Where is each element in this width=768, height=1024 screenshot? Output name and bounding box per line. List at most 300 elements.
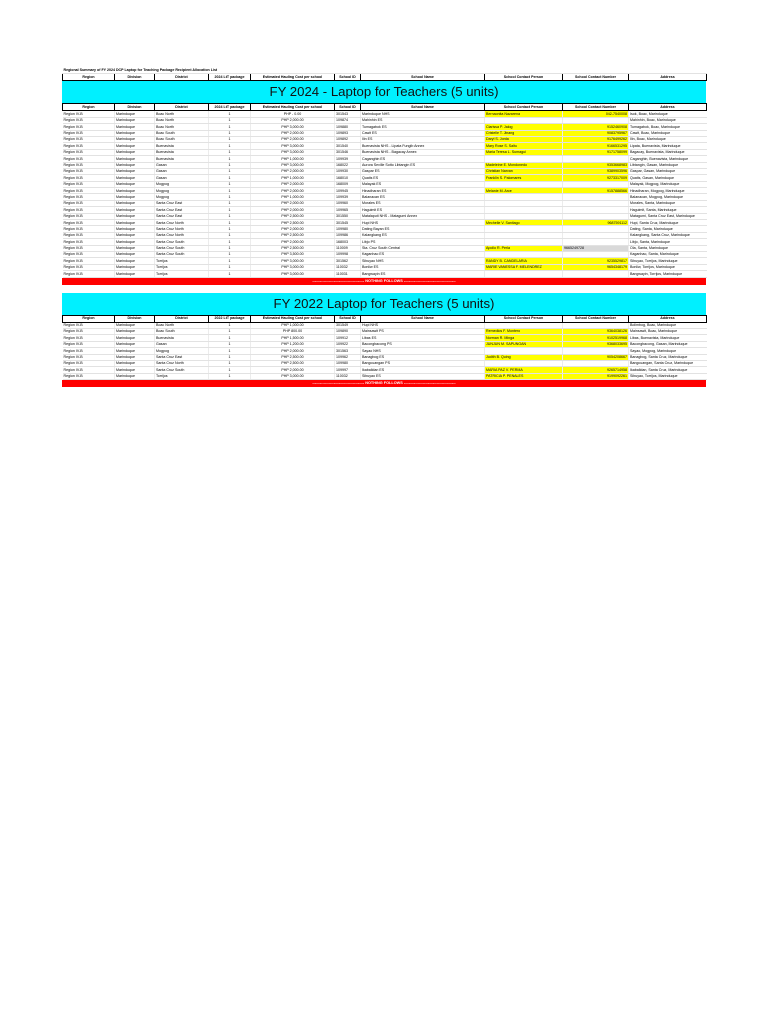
cell-district: Boac North [155, 111, 209, 117]
cell-district: Torrijos [155, 373, 209, 379]
cell-district: Boac South [155, 328, 209, 334]
cell-region: Region IV-B [63, 232, 115, 238]
cell-contact-number: 9665249728 [563, 245, 629, 251]
cell-school-name: Mahinhin ES [361, 117, 485, 123]
cell-contact-person: Daryl S. Jorda [485, 136, 563, 142]
cell-region: Region IV-B [63, 175, 115, 181]
cell-region: Region IV-B [63, 271, 115, 277]
cell-hauling-cost: PHP 2,000.00 [251, 200, 335, 206]
cell-package: 1 [209, 124, 251, 130]
cell-address: Quatis, Gasan, Marinduque [629, 175, 707, 181]
cell-division: Marinduque [115, 373, 155, 379]
cell-contact-number: 9176499262 [563, 136, 629, 142]
cell-hauling-cost: PHP 2,000.00 [251, 117, 335, 123]
cell-region: Region IV-B [63, 207, 115, 213]
cell-school-id: 109874 [335, 117, 361, 123]
column-header-contact-number: School Contact Number [563, 104, 629, 111]
cell-region: Region IV-B [63, 245, 115, 251]
cell-hauling-cost: PHP 1,500.00 [251, 335, 335, 341]
cell-package: 1 [209, 354, 251, 360]
column-header-hauling-cost: Estimated Hauling Cost per school [251, 74, 335, 81]
cell-hauling-cost: PHP 1,200.00 [251, 341, 335, 347]
cell-school-name: Sta. Cruz South Central [361, 245, 485, 251]
cell-division: Marinduque [115, 130, 155, 136]
cell-school-name: Ilin ES [361, 136, 485, 142]
cell-hauling-cost: PHP 2,000.00 [251, 168, 335, 174]
column-header-division: Division [115, 104, 155, 111]
column-header-region: Region [63, 104, 115, 111]
cell-hauling-cost: PHP 2,500.00 [251, 360, 335, 366]
cell-school-name: Dating Bayan ES [361, 226, 485, 232]
cell-school-id: 109939 [335, 156, 361, 162]
cell-address: Balanacan, Mogpog, Marinduque [629, 194, 707, 200]
cell-contact-person: Christian Narvan [485, 168, 563, 174]
cell-address: Gaspar, Gasan, Marinduque [629, 168, 707, 174]
cell-package: 1 [209, 271, 251, 277]
cell-address: Bacongbacong, Gasan, Marinduque [629, 341, 707, 347]
document-title: Regional Summary of FY 2024 DCP Laptop for Teaching Package Recipient Allocation List [63, 68, 707, 74]
cell-district: Santa Cruz North [155, 220, 209, 226]
cell-school-name: Quatis ES [361, 175, 485, 181]
cell-contact-number: 9152460908 [563, 124, 629, 130]
cell-region: Region IV-B [63, 149, 115, 155]
column-header-contact-number: School Contact Number [563, 74, 629, 81]
cell-package: 1 [209, 130, 251, 136]
cell-school-name: Sayao NHS [361, 348, 485, 354]
cell-division: Marinduque [115, 162, 155, 168]
cell-hauling-cost: PHP 1,000.00 [251, 194, 335, 200]
cell-package: 1 [209, 188, 251, 194]
column-header-school-id: School ID [335, 74, 361, 81]
cell-contact-person: Franklin S. Palomares [485, 175, 563, 181]
cell-contact-number: 9199092261 [563, 373, 629, 379]
cell-region: Region IV-B [63, 200, 115, 206]
cell-region: Region IV-B [63, 251, 115, 257]
cell-package: 1 [209, 251, 251, 257]
cell-school-name: Bacongbacong PS [361, 341, 485, 347]
cell-address: Sayao, Mogpog, Marinduque [629, 348, 707, 354]
cell-contact-number: 9166531295 [563, 143, 629, 149]
cell-hauling-cost: PHP 2,500.00 [251, 245, 335, 251]
cell-contact-number: 9368033695 [563, 341, 629, 347]
cell-package: 1 [209, 328, 251, 334]
cell-region: Region IV-B [63, 322, 115, 328]
cell-division: Marinduque [115, 258, 155, 264]
cell-region: Region IV-B [63, 124, 115, 130]
cell-region: Region IV-B [63, 264, 115, 270]
cell-division: Marinduque [115, 117, 155, 123]
cell-package: 1 [209, 348, 251, 354]
cell-school-name: Ikabalidan ES [361, 367, 485, 373]
cell-district: Buenavista [155, 335, 209, 341]
cell-package: 1 [209, 200, 251, 206]
cell-address: Isok, Boac, Marinduque [629, 111, 707, 117]
cell-package: 1 [209, 194, 251, 200]
header-row-top [63, 74, 707, 81]
cell-contact-number: 9171758099 [563, 149, 629, 155]
cell-hauling-cost: PHP 2,000.00 [251, 136, 335, 142]
cell-school-name: Marinduque NHS [361, 111, 485, 117]
cell-school-id: 301546 [335, 149, 361, 155]
cell-package: 1 [209, 232, 251, 238]
cell-school-id: 109960 [335, 200, 361, 206]
cell-contact-person: Mechelle V. Santiago [485, 220, 563, 226]
cell-region: Region IV-B [63, 239, 115, 245]
cell-contact-person: Bernaonita Nazarena [485, 111, 563, 117]
cell-contact-person: Clarissa P. Jalog [485, 124, 563, 130]
cell-address: Bagacay, Buenavista, Marinduque [629, 149, 707, 155]
cell-school-id: 109962 [335, 354, 361, 360]
cell-hauling-cost: PHP 3,500.00 [251, 251, 335, 257]
cell-contact-person: RANDY B. CANDELARIA [485, 258, 563, 264]
cell-district: Santa Cruz East [155, 354, 209, 360]
cell-school-name: Banagbog ES [361, 354, 485, 360]
cell-school-name: Morales ES [361, 200, 485, 206]
cell-school-id: 301563 [335, 348, 361, 354]
cell-division: Marinduque [115, 226, 155, 232]
cell-package: 1 [209, 226, 251, 232]
cell-division: Marinduque [115, 156, 155, 162]
cell-region: Region IV-B [63, 354, 115, 360]
cell-school-name: Bangwayin ES [361, 271, 485, 277]
cell-school-id: 168010 [335, 175, 361, 181]
column-header-address: Address [629, 104, 707, 111]
nothing-follows-2022: ----------------------------------------- NOTHING FOLLOWS ----------------------------------------- [62, 380, 706, 387]
cell-school-id: 168022 [335, 162, 361, 168]
cell-contact-number: 042-7540008 [563, 111, 629, 117]
cell-school-id: 168009 [335, 181, 361, 187]
cell-address: Ikabalidan, Santa Cruz, Marinduque [629, 367, 707, 373]
cell-division: Marinduque [115, 354, 155, 360]
cell-school-name: Bangcuangan PS [361, 360, 485, 366]
cell-school-name: Hinadharan ES [361, 188, 485, 194]
cell-contact-number: 9102519968 [563, 335, 629, 341]
cell-contact-person: MARIE VANESSA F. MELENDREZ [485, 264, 563, 270]
cell-hauling-cost: PHP 2,000.00 [251, 348, 335, 354]
cell-contact-person: Madeleine E. Mondonedo [485, 162, 563, 168]
cell-address: Caganghin, Buenavista, Marinduque [629, 156, 707, 162]
cell-package: 1 [209, 245, 251, 251]
cell-district: Santa Cruz South [155, 239, 209, 245]
cell-address: Dating, Santa, Marinduque [629, 226, 707, 232]
column-header-district: District [155, 315, 209, 322]
cell-school-id: 301550 [335, 213, 361, 219]
cell-division: Marinduque [115, 220, 155, 226]
cell-district: Santa Cruz North [155, 232, 209, 238]
cell-school-id: 301549 [335, 322, 361, 328]
cell-school-name: Kalangkang ES [361, 232, 485, 238]
cell-school-id: 109892 [335, 136, 361, 142]
cell-division: Marinduque [115, 194, 155, 200]
column-header-contact-person: School Contact Person [485, 74, 563, 81]
cell-district: Mogpog [155, 194, 209, 200]
cell-hauling-cost: PHP 3,000.00 [251, 271, 335, 277]
cell-hauling-cost: PHP 2,000.00 [251, 239, 335, 245]
cell-region: Region IV-B [63, 194, 115, 200]
column-header-hauling-cost: Estimated Hauling Cost per school [251, 104, 335, 111]
cell-hauling-cost: PHP 2,500.00 [251, 220, 335, 226]
cell-school-name: Matalaputi NHS - Matagumi Annex [361, 213, 485, 219]
cell-region: Region IV-B [63, 143, 115, 149]
table-2024 [62, 103, 707, 277]
cell-district: Mogpog [155, 348, 209, 354]
cell-division: Marinduque [115, 136, 155, 142]
cell-package: 1 [209, 220, 251, 226]
cell-district: Boac North [155, 322, 209, 328]
column-header-contact-person: School Contact Person [485, 315, 563, 322]
cell-school-id: 109945 [335, 188, 361, 194]
cell-district: Boac South [155, 130, 209, 136]
cell-school-name: Sibuyao NHS [361, 258, 485, 264]
cell-school-id: 109980 [335, 226, 361, 232]
cell-school-id: 109986 [335, 232, 361, 238]
cell-division: Marinduque [115, 188, 155, 194]
cell-district: Buenavista [155, 143, 209, 149]
cell-division: Marinduque [115, 341, 155, 347]
column-header-school-id: School ID [335, 104, 361, 111]
section-title-2024: FY 2024 - Laptop for Teachers (5 units) [62, 81, 706, 103]
cell-school-id: 301540 [335, 143, 361, 149]
cell-school-id: 110009 [335, 245, 361, 251]
cell-division: Marinduque [115, 111, 155, 117]
cell-school-id: 110032 [335, 373, 361, 379]
cell-address: Lipata, Buenavista, Marinduque [629, 143, 707, 149]
cell-contact-number: 9083795967 [563, 130, 629, 136]
top-title-table [62, 68, 707, 81]
cell-hauling-cost: PHP - 0.00 [251, 111, 335, 117]
cell-package: 1 [209, 258, 251, 264]
cell-division: Marinduque [115, 143, 155, 149]
header-row [63, 104, 707, 111]
column-header-division: Division [115, 74, 155, 81]
cell-package: 1 [209, 143, 251, 149]
cell-school-id: 109890 [335, 328, 361, 334]
cell-division: Marinduque [115, 348, 155, 354]
cell-contact-number: 9054208667 [563, 354, 629, 360]
cell-hauling-cost: PHP 2,000.00 [251, 181, 335, 187]
cell-district: Santa Cruz South [155, 367, 209, 373]
table-2022 [62, 315, 707, 381]
cell-school-name: Libas ES [361, 335, 485, 341]
cell-region: Region IV-B [63, 367, 115, 373]
column-header-school-name: School Name [361, 74, 485, 81]
cell-hauling-cost: PHP 2,000.00 [251, 367, 335, 373]
header-row [63, 315, 707, 322]
cell-school-id: 110032 [335, 264, 361, 270]
cell-contact-person: Mary Rose S. Saltu [485, 143, 563, 149]
cell-district: Mogpog [155, 181, 209, 187]
cell-region: Region IV-B [63, 341, 115, 347]
cell-address: Libjo, Santa, Marinduque [629, 239, 707, 245]
cell-package: 1 [209, 162, 251, 168]
cell-address: Hupi, Santa Cruz, Marinduque [629, 220, 707, 226]
cell-school-id: 109922 [335, 341, 361, 347]
cell-package: 1 [209, 175, 251, 181]
cell-contact-person: Cristelle T. Jinang [485, 130, 563, 136]
cell-school-id: 109965 [335, 207, 361, 213]
cell-region: Region IV-B [63, 335, 115, 341]
column-header-address: Address [629, 74, 707, 81]
cell-hauling-cost: PHP 2,000.00 [251, 130, 335, 136]
cell-district: Gasan [155, 341, 209, 347]
cell-region: Region IV-B [63, 258, 115, 264]
cell-package: 1 [209, 341, 251, 347]
cell-contact-person: Apollo R. Perla [485, 245, 563, 251]
cell-school-id: 168003 [335, 239, 361, 245]
cell-division: Marinduque [115, 328, 155, 334]
cell-address: Ola, Santa, Marinduque [629, 245, 707, 251]
nothing-follows-2024: ----------------------------------------- NOTHING FOLLOWS ----------------------------------------- [62, 278, 706, 285]
cell-region: Region IV-B [63, 168, 115, 174]
cell-division: Marinduque [115, 264, 155, 270]
cell-division: Marinduque [115, 232, 155, 238]
cell-address: Kalangkang, Santa Cruz, Marinduque [629, 232, 707, 238]
cell-division: Marinduque [115, 175, 155, 181]
cell-school-name: Buenavista NHS - Lipata Fungib Annex [361, 143, 485, 149]
cell-school-name: Aurora Seville Sotto Libtangin ES [361, 162, 485, 168]
cell-contact-person: JUNJUN M. SAPUNGAN [485, 341, 563, 347]
cell-address: Libtangin, Gasan, Marinduque [629, 162, 707, 168]
cell-contact-person: Judith B. Quing [485, 354, 563, 360]
cell-school-name: Haguimit ES [361, 207, 485, 213]
cell-hauling-cost: PHP 3,000.00 [251, 258, 335, 264]
cell-region: Region IV-B [63, 373, 115, 379]
cell-region: Region IV-B [63, 111, 115, 117]
cell-contact-person [485, 271, 563, 277]
column-header-school-name: School Name [361, 104, 485, 111]
cell-hauling-cost: PHP 2,000.00 [251, 226, 335, 232]
cell-school-id: 109997 [335, 367, 361, 373]
cell-district: Santa Cruz East [155, 213, 209, 219]
cell-contact-number: 9353668983 [563, 162, 629, 168]
cell-package: 1 [209, 322, 251, 328]
cell-division: Marinduque [115, 245, 155, 251]
cell-division: Marinduque [115, 335, 155, 341]
cell-package: 1 [209, 207, 251, 213]
cell-school-name: Kaganhao ES [361, 251, 485, 257]
column-header-package: 2022 LtT package [209, 315, 251, 322]
cell-address: Mainsawit, Boac, Marinduque [629, 328, 707, 334]
cell-address: Libas, Buenavista, Marinduque [629, 335, 707, 341]
column-header-school-id: School ID [335, 315, 361, 322]
cell-contact-person: MARIA PAZ V. PERMA [485, 367, 563, 373]
cell-contact-number: 9364038126 [563, 328, 629, 334]
section-title-2022: FY 2022 Laptop for Teachers (5 units) [62, 293, 706, 315]
cell-district: Santa Cruz South [155, 245, 209, 251]
cell-package: 1 [209, 111, 251, 117]
cell-address: Matagumi, Santa Cruz East, Marinduque [629, 213, 707, 219]
cell-hauling-cost: PHP 3,000.00 [251, 149, 335, 155]
cell-hauling-cost: PHP 2,500.00 [251, 213, 335, 219]
cell-package: 1 [209, 373, 251, 379]
cell-school-name: Cawit ES [361, 130, 485, 136]
cell-school-name: Buenavista NHS - Bagacay Annex [361, 149, 485, 155]
cell-school-id: 109939 [335, 194, 361, 200]
cell-district: Gasan [155, 162, 209, 168]
cell-address: Morales, Santa, Marinduque [629, 200, 707, 206]
cell-contact-person: PATRICIA P. PENALES [485, 373, 563, 379]
cell-address: Ilin, Boac, Marinduque [629, 136, 707, 142]
cell-region: Region IV-B [63, 130, 115, 136]
cell-hauling-cost: PHP 1,000.00 [251, 156, 335, 162]
cell-district: Santa Cruz East [155, 200, 209, 206]
cell-package: 1 [209, 149, 251, 155]
cell-district: Gasan [155, 168, 209, 174]
cell-hauling-cost: PHP 2,500.00 [251, 354, 335, 360]
cell-school-name: Mainsawit PS [361, 328, 485, 334]
cell-division: Marinduque [115, 168, 155, 174]
cell-hauling-cost: PHP 2,000.00 [251, 188, 335, 194]
cell-district: Torrijos [155, 271, 209, 277]
cell-package: 1 [209, 181, 251, 187]
spreadsheet [62, 68, 706, 387]
cell-school-name: Caganghin ES [361, 156, 485, 162]
cell-school-id: 109980 [335, 360, 361, 366]
cell-address: Bolimbog, Boac, Marinduque [629, 322, 707, 328]
cell-region: Region IV-B [63, 213, 115, 219]
cell-package: 1 [209, 335, 251, 341]
column-header-address: Address [629, 315, 707, 322]
cell-contact-person: Norman R. Minga [485, 335, 563, 341]
cell-school-name: Sibuyao ES [361, 373, 485, 379]
cell-region: Region IV-B [63, 220, 115, 226]
cell-address: Tumagabok, Boac, Marinduque [629, 124, 707, 130]
cell-district: Gasan [155, 175, 209, 181]
cell-division: Marinduque [115, 360, 155, 366]
cell-school-id: 109930 [335, 168, 361, 174]
cell-school-name: Bonliw ES [361, 264, 485, 270]
column-header-contact-person: School Contact Person [485, 104, 563, 111]
cell-address: Sibuyao, Torrijos, Marinduque [629, 373, 707, 379]
cell-district: Torrijos [155, 258, 209, 264]
cell-address: Bangcuangan, Santa Cruz, Marinduque [629, 360, 707, 366]
cell-school-id: 110031 [335, 271, 361, 277]
cell-region: Region IV-B [63, 226, 115, 232]
cell-division: Marinduque [115, 207, 155, 213]
cell-address: Banagbog, Santa Cruz, Marinduque [629, 354, 707, 360]
cell-address: Kaganhao, Santa, Marinduque [629, 251, 707, 257]
cell-district: Boac North [155, 117, 209, 123]
cell-hauling-cost: PHP 3,000.00 [251, 373, 335, 379]
cell-hauling-cost: PHP 1,000.00 [251, 322, 335, 328]
cell-contact-number: 9235529817 [563, 258, 629, 264]
cell-division: Marinduque [115, 239, 155, 245]
cell-region: Region IV-B [63, 117, 115, 123]
cell-contact-number: 9265714958 [563, 367, 629, 373]
cell-contact-person: Maria Teresa L. Sumagui [485, 149, 563, 155]
cell-address: Bangwayin, Torrijos, Marinduque [629, 271, 707, 277]
cell-address: Cawit, Boac, Marinduque [629, 130, 707, 136]
cell-hauling-cost: PHP 3,000.00 [251, 124, 335, 130]
cell-school-id: 109998 [335, 251, 361, 257]
cell-hauling-cost: PHP 800.00 [251, 328, 335, 334]
cell-school-name: Gaspar ES [361, 168, 485, 174]
cell-contact-number [563, 271, 629, 277]
cell-contact-number: 9687591112 [563, 220, 629, 226]
table-row [63, 271, 707, 277]
cell-division: Marinduque [115, 251, 155, 257]
cell-division: Marinduque [115, 200, 155, 206]
cell-district: Torrijos [155, 264, 209, 270]
column-header-region: Region [63, 74, 115, 81]
cell-school-id: 109893 [335, 130, 361, 136]
cell-school-id: 301562 [335, 258, 361, 264]
cell-school-name: Libjo PS [361, 239, 485, 245]
cell-region: Region IV-B [63, 136, 115, 142]
cell-package: 1 [209, 264, 251, 270]
cell-hauling-cost: PHP 2,500.00 [251, 232, 335, 238]
cell-region: Region IV-B [63, 181, 115, 187]
